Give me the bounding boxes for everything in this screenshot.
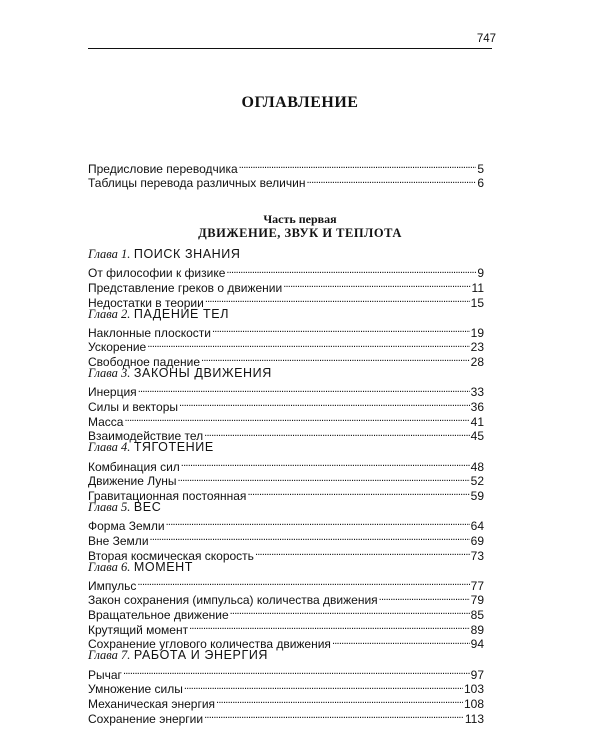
dot-leader bbox=[204, 426, 469, 441]
toc-entry[interactable] bbox=[88, 263, 484, 281]
toc-entry-text: Предисловие переводчика bbox=[88, 161, 238, 176]
part-title: ДВИЖЕНИЕ, ЗВУК И ТЕПЛОТА bbox=[198, 226, 402, 240]
toc-entry-text: Закон сохранения (импульса) количества движения bbox=[88, 593, 378, 608]
toc-entry[interactable] bbox=[88, 396, 484, 414]
dot-leader bbox=[212, 322, 470, 337]
toc-entry-text: Вне Земли bbox=[88, 533, 149, 548]
toc-entry[interactable] bbox=[88, 411, 484, 429]
page-number: 747 bbox=[476, 33, 496, 45]
chapter-name: МОМЕНТ bbox=[133, 559, 194, 574]
toc-entry-text: Умножение силы bbox=[88, 682, 183, 697]
toc-entry-text: Инерция bbox=[88, 385, 137, 400]
dot-leader bbox=[124, 411, 469, 426]
toc-entry-text: Представление греков о движении bbox=[88, 280, 283, 295]
toc-entry[interactable] bbox=[88, 575, 484, 593]
dot-leader bbox=[239, 158, 477, 173]
toc-entry-page: 73 bbox=[470, 548, 484, 563]
dot-leader bbox=[150, 530, 470, 545]
toc-entry-text: Наклонные плоскости bbox=[88, 325, 211, 340]
toc-entry[interactable] bbox=[88, 351, 484, 370]
dot-leader bbox=[184, 679, 463, 694]
dot-leader bbox=[306, 173, 476, 188]
toc-entry-text: Рычаг bbox=[88, 667, 122, 682]
part-label: Часть первая bbox=[263, 212, 337, 226]
toc-entry[interactable] bbox=[88, 679, 484, 697]
chapter-heading[interactable] bbox=[88, 560, 484, 576]
chapter-name: ТЯГОТЕНИЕ bbox=[133, 440, 214, 455]
toc-entry[interactable] bbox=[88, 158, 484, 176]
toc-entry[interactable] bbox=[88, 590, 484, 608]
toc-entry-page: 6 bbox=[477, 176, 484, 191]
toc-entry-page: 9 bbox=[477, 266, 484, 281]
dot-leader bbox=[204, 708, 464, 723]
chapter-name: ПОИСК ЗНАНИЯ bbox=[133, 247, 241, 261]
dot-leader bbox=[189, 619, 470, 634]
chapter-label: Глава 7. bbox=[88, 648, 131, 663]
toc-entry[interactable] bbox=[88, 382, 484, 400]
dot-leader bbox=[283, 277, 470, 292]
toc-entry[interactable] bbox=[88, 456, 484, 474]
toc-entry-text: Гравитационная постоянная bbox=[88, 488, 247, 503]
toc-entry[interactable] bbox=[88, 664, 484, 682]
toc-entry-page: 19 bbox=[470, 325, 484, 340]
toc-entry-text: Взаимодействие тел bbox=[88, 429, 204, 444]
toc-entry[interactable] bbox=[88, 337, 484, 355]
dot-leader bbox=[166, 515, 470, 530]
toc-entry-page: 94 bbox=[470, 637, 484, 652]
chapter-name: ЗАКОНЫ ДВИЖЕНИЯ bbox=[133, 366, 272, 381]
dot-leader bbox=[201, 351, 470, 366]
toc-entry-text: Свободное падение bbox=[88, 355, 201, 370]
toc-entry-page: 59 bbox=[470, 488, 484, 503]
chapter-heading[interactable] bbox=[88, 440, 484, 456]
dot-leader bbox=[178, 471, 470, 486]
page-title: ОГЛАВЛЕНИЕ bbox=[241, 94, 359, 111]
toc-entry-text: Вращательное движение bbox=[88, 608, 229, 623]
toc-entry-page: 33 bbox=[470, 385, 484, 400]
toc-entry-page: 103 bbox=[463, 682, 484, 697]
toc-entry-page: 108 bbox=[463, 697, 484, 711]
dot-leader bbox=[181, 456, 470, 471]
toc-entry-page: 15 bbox=[470, 295, 484, 310]
chapter-label: Глава 3. bbox=[88, 366, 131, 381]
dot-leader bbox=[205, 292, 470, 307]
toc-entry-text: Масса bbox=[88, 414, 124, 429]
chapter-label: Глава 6. bbox=[88, 559, 131, 574]
toc-entry-page: 85 bbox=[470, 608, 484, 623]
toc-entry-page: 36 bbox=[470, 400, 484, 414]
dot-leader bbox=[247, 485, 469, 500]
toc-entry-page: 97 bbox=[470, 667, 484, 682]
chapter-heading[interactable] bbox=[88, 500, 484, 516]
chapter-list bbox=[88, 247, 484, 726]
toc-entry-text: Силы и векторы bbox=[88, 400, 178, 414]
chapter-heading[interactable] bbox=[88, 247, 484, 263]
toc-entry-text: Механическая энергия bbox=[88, 697, 216, 711]
toc-entry-page: 79 bbox=[470, 593, 484, 608]
toc-entry[interactable] bbox=[88, 426, 484, 444]
dot-leader bbox=[138, 382, 470, 397]
dot-leader bbox=[230, 604, 470, 619]
toc-entry-page: 52 bbox=[470, 474, 484, 489]
toc-entry-text: Крутящий момент bbox=[88, 622, 189, 637]
toc-entry-page: 41 bbox=[470, 414, 484, 429]
dot-leader bbox=[216, 693, 463, 708]
dot-leader bbox=[255, 545, 470, 560]
dot-leader bbox=[179, 396, 470, 411]
toc-entry[interactable] bbox=[88, 515, 484, 534]
dot-leader bbox=[123, 664, 470, 679]
toc-entry-page: 45 bbox=[470, 429, 484, 444]
toc-entry-text: Импульс bbox=[88, 578, 137, 593]
toc-entry-text: Вторая космическая скорость bbox=[88, 548, 254, 563]
toc-entry-page: 113 bbox=[464, 711, 484, 726]
chapter-name: ВЕС bbox=[133, 499, 162, 514]
toc-entry-page: 64 bbox=[470, 519, 484, 534]
toc-entry-text: От философии к физике bbox=[88, 266, 226, 281]
dot-leader bbox=[147, 337, 469, 352]
header-rule bbox=[88, 48, 492, 49]
toc-entry-text: Форма Земли bbox=[88, 519, 165, 534]
toc-entry-text: Недостатки в теории bbox=[88, 295, 204, 310]
chapter-heading[interactable] bbox=[88, 366, 484, 382]
dot-leader bbox=[332, 634, 470, 649]
toc-entry-text: Сохранение энергии bbox=[88, 711, 204, 726]
chapter-heading[interactable] bbox=[88, 307, 484, 323]
chapter-label: Глава 5. bbox=[88, 499, 131, 514]
chapter-name: РАБОТА И ЭНЕРГИЯ bbox=[133, 648, 269, 663]
toc-entry-page: 11 bbox=[471, 280, 484, 295]
toc-entry-page: 89 bbox=[470, 622, 484, 637]
toc-entry[interactable] bbox=[88, 322, 484, 340]
toc-entry-text: Движение Луны bbox=[88, 474, 177, 489]
toc-entry-page: 48 bbox=[470, 459, 484, 474]
dot-leader bbox=[137, 575, 469, 590]
dot-leader bbox=[379, 590, 470, 605]
toc-entry-text: Таблицы перевода различных величин bbox=[88, 176, 306, 191]
toc-entry-text: Комбинация сил bbox=[88, 459, 180, 474]
toc-entry-page: 77 bbox=[470, 578, 484, 593]
toc-entry-text: Сохранение углового количества движения bbox=[88, 637, 331, 652]
toc-entry-page: 69 bbox=[470, 533, 484, 548]
toc-entry-text: Ускорение bbox=[88, 340, 147, 355]
chapter-label: Глава 2. bbox=[88, 306, 131, 321]
chapter-name: ПАДЕНИЕ ТЕЛ bbox=[133, 306, 230, 321]
chapter-label: Глава 1. bbox=[88, 247, 131, 261]
toc-entry-page: 5 bbox=[477, 161, 484, 176]
dot-leader bbox=[226, 263, 476, 278]
front-matter-list bbox=[88, 158, 484, 191]
chapter-label: Глава 4. bbox=[88, 440, 131, 455]
toc-entry-page: 28 bbox=[470, 355, 484, 370]
toc-entry-page: 23 bbox=[470, 340, 484, 355]
